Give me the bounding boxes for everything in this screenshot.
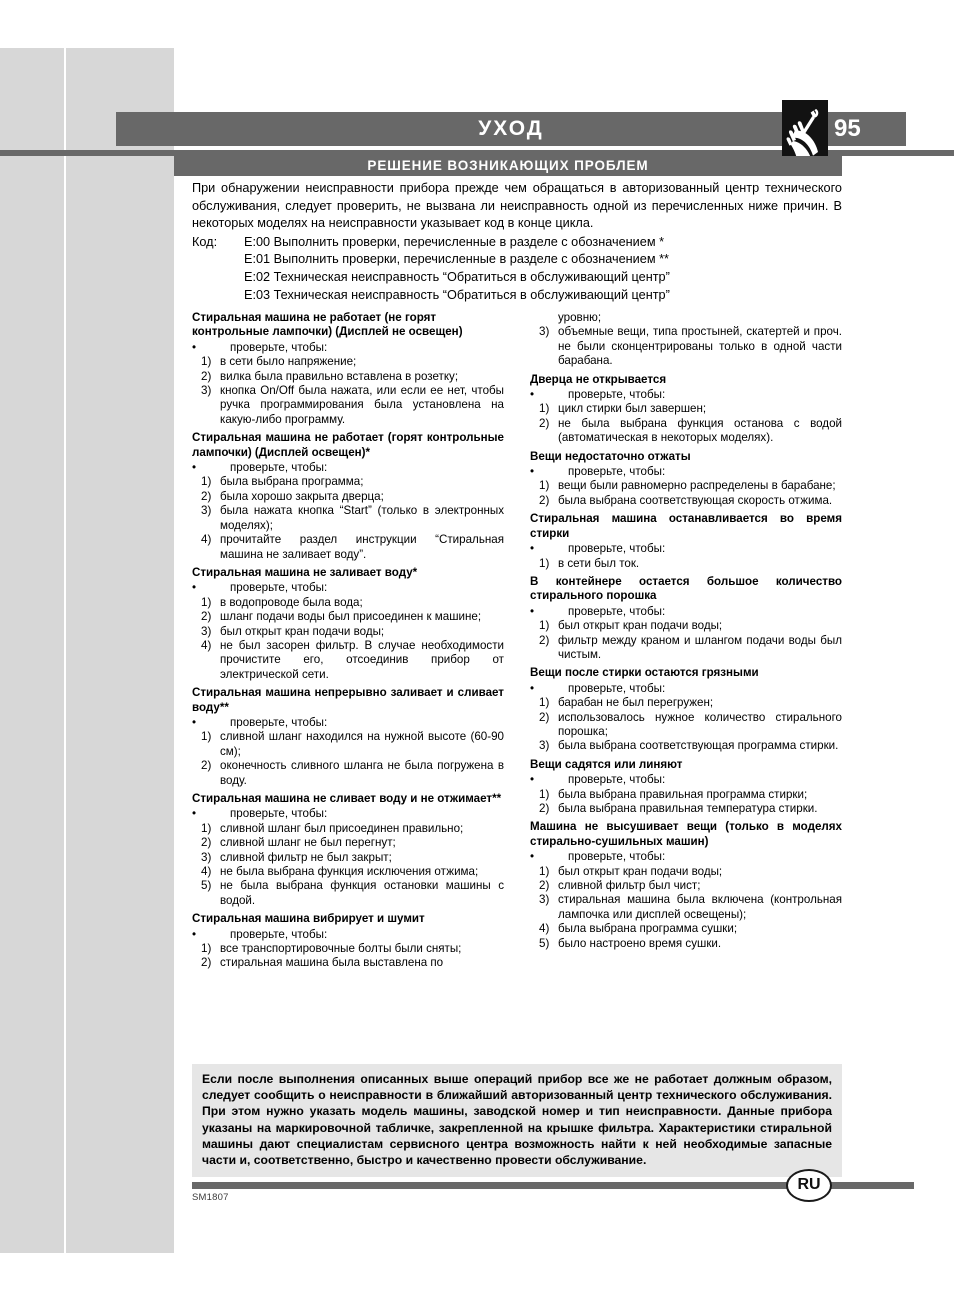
check-prompt-label: проверьте, чтобы: — [230, 581, 328, 595]
check-list-item — [192, 822, 504, 836]
check-list — [530, 479, 842, 508]
check-list-text: стиральная машина была выставлена по — [220, 956, 444, 970]
check-list-text: прочитайте раздел инструкции “Стиральная машина не заливает воду”. — [220, 533, 504, 561]
check-list-number: 3) — [539, 739, 550, 753]
bullet-icon — [192, 716, 230, 730]
check-list-text: была выбрана правильная программа стирки; — [558, 787, 808, 801]
section-heading: Стиральная машина вибрирует и шумит — [192, 912, 425, 926]
check-list-number: 1) — [539, 556, 550, 570]
intro-block — [192, 180, 842, 304]
check-list-number: 2) — [539, 416, 550, 430]
hand-with-wrench-icon — [782, 100, 828, 162]
check-list-text: все транспортировочные болты были сняты; — [220, 942, 462, 956]
check-prompt — [192, 341, 504, 355]
check-list-number: 4) — [201, 533, 212, 547]
check-list-text: была выбрана программа сушки; — [558, 922, 738, 936]
check-list-item — [530, 479, 842, 493]
section-heading: Машина не высушивает вещи (только в моделях стирально-сушильных машин) — [530, 820, 842, 848]
check-list-item — [192, 730, 504, 759]
error-code-item: E:03 Техническая неисправность “Обратиться в обслуживающий центр” — [244, 287, 670, 302]
check-list-text: сливной шланг не был перегнут; — [220, 836, 396, 850]
check-list-item — [530, 788, 842, 802]
check-list-item — [530, 557, 842, 571]
check-list-number: 2) — [201, 956, 212, 970]
check-list — [530, 619, 842, 662]
check-list-text: шланг подачи воды был присоединен к машине; — [220, 610, 482, 624]
check-list-item — [192, 610, 504, 624]
check-prompt — [192, 928, 504, 942]
check-list-number: 2) — [201, 369, 212, 383]
error-code-item: E:00 Выполнить проверки, перечисленные в разделе с обозначением * — [244, 234, 665, 249]
check-list-text: объемные вещи, типа простыней, скатертей и проч. не были сконцентрированы только в одной части барабана. — [558, 325, 842, 368]
check-list-text: в сети был ток. — [558, 556, 640, 570]
bullet-icon — [192, 461, 230, 475]
check-list-item — [192, 625, 504, 639]
section-subtitle: РЕШЕНИЕ ВОЗНИКАЮЩИХ ПРОБЛЕМ — [367, 158, 649, 173]
section-heading: Стиральная машина непрерывно заливает и сливает воду** — [192, 686, 504, 714]
check-list — [530, 865, 842, 951]
check-list-item — [192, 865, 504, 879]
page-title: УХОД — [478, 117, 544, 140]
check-prompt — [530, 682, 842, 696]
check-list-text: вилка была правильно вставлена в розетку; — [220, 369, 459, 383]
check-list-number: 3) — [201, 504, 212, 518]
check-list-item — [192, 370, 504, 384]
check-list-number: 4) — [539, 922, 550, 936]
page-number: 95 — [834, 115, 861, 142]
check-list — [530, 788, 842, 817]
check-list-item — [530, 802, 842, 816]
check-list-number: 1) — [539, 787, 550, 801]
check-list-text: в сети было напряжение; — [220, 355, 357, 369]
check-list-item — [530, 325, 842, 368]
check-list-item — [192, 596, 504, 610]
section-heading: Вещи садятся или линяют — [530, 757, 683, 771]
check-list-text: была выбрана правильная температура стирки. — [558, 802, 818, 815]
check-list-text: использовалось нужное количество стирального порошка; — [558, 710, 842, 738]
check-list — [530, 696, 842, 754]
warning-box — [192, 1064, 842, 1177]
check-list — [192, 822, 504, 908]
check-list-item — [192, 851, 504, 865]
check-prompt — [192, 581, 504, 595]
check-prompt — [530, 388, 842, 402]
check-prompt-label: проверьте, чтобы: — [568, 465, 666, 479]
check-list-text: цикл стирки был завершен; — [558, 402, 707, 416]
check-prompt — [530, 773, 842, 787]
check-list-text: был открыт кран подачи воды; — [558, 619, 723, 633]
bullet-icon — [530, 850, 568, 864]
check-list-number: 1) — [201, 355, 212, 369]
bullet-icon — [530, 605, 568, 619]
check-prompt — [192, 807, 504, 821]
continuation-text: уровню; — [558, 311, 602, 324]
check-prompt-label: проверьте, чтобы: — [568, 850, 666, 864]
check-prompt — [192, 461, 504, 475]
check-list-item — [530, 696, 842, 710]
check-list — [530, 402, 842, 445]
check-list-text: стиральная машина была включена (контрольная лампочка или дисплей освещены); — [558, 893, 842, 921]
check-list-number: 2) — [539, 710, 550, 724]
section-heading: Вещи после стирки остаются грязными — [530, 666, 759, 680]
check-list-text: сливной фильтр был чист; — [558, 879, 701, 893]
check-prompt-label: проверьте, чтобы: — [568, 388, 666, 402]
bullet-icon — [530, 773, 568, 787]
check-list-text: не была выбрана функция исключения отжима; — [220, 865, 479, 879]
bullet-icon — [530, 465, 568, 479]
check-list-number: 2) — [201, 610, 212, 624]
check-list-number: 1) — [201, 821, 212, 835]
check-list — [192, 355, 504, 427]
check-list-item — [192, 533, 504, 562]
bullet-icon — [530, 388, 568, 402]
check-list-item — [530, 402, 842, 416]
check-list-number: 1) — [539, 402, 550, 416]
check-list — [192, 475, 504, 561]
check-list-number: 1) — [539, 479, 550, 493]
check-prompt-label: проверьте, чтобы: — [230, 461, 328, 475]
error-code-label: Код: — [192, 234, 218, 249]
check-list-item — [192, 504, 504, 533]
check-prompt-label: проверьте, чтобы: — [568, 773, 666, 787]
check-list-text: сливной шланг был присоединен правильно; — [220, 821, 464, 835]
check-list-text: не была выбрана функция останова с водой (автоматическая в некоторых моделях). — [558, 416, 842, 445]
check-prompt-label: проверьте, чтобы: — [230, 927, 328, 941]
check-list-number: 3) — [539, 893, 550, 907]
troubleshooting-columns — [192, 311, 844, 1051]
left-margin-block-outer — [0, 48, 64, 1253]
section-heading: Стиральная машина останавливается во время стирки — [530, 512, 842, 540]
check-list-text: была выбрана программа; — [220, 475, 364, 489]
check-list-item — [192, 639, 504, 682]
check-list — [192, 730, 504, 788]
check-list-text: оконечность сливного шланга не была погружена в воду. — [220, 759, 504, 787]
check-list-text: фильтр между краном и шлангом подачи воды был чистым. — [558, 633, 842, 661]
check-list-number: 1) — [539, 864, 550, 878]
check-list-text: не был засорен фильтр. В случае необходимости прочистите его, отсоединив прибор от электрической сети. — [220, 638, 504, 681]
section-heading: Дверца не открывается — [530, 372, 667, 386]
check-list-number: 2) — [539, 879, 550, 893]
check-list-number: 3) — [201, 850, 212, 864]
check-prompt-label: проверьте, чтобы: — [230, 340, 328, 354]
check-list-item — [530, 893, 842, 922]
bullet-icon — [192, 928, 230, 942]
check-list-number: 1) — [201, 942, 212, 956]
left-margin-block-inner — [66, 48, 174, 1253]
check-list-text: был открыт кран подачи воды; — [220, 624, 385, 638]
warning-text: Если после выполнения описанных выше операций прибор все же не работает должным образом, следует сообщить о неисправности в ближайший авторизованный центр технического обслуживания. При этом нужно указать модель машины, заводской номер и тип неисправности. Данные прибора указаны на маркировочной табличке, закрепленной на крышке фильтра. Характеристики стиральной машины дают специалистам сервисного центра возможность найти к ней необходимые запасные части и, соответственно, быстро и качественно провести обслуживание. — [202, 1072, 832, 1168]
check-prompt — [530, 465, 842, 479]
check-list-number: 3) — [201, 624, 212, 638]
check-list-item — [530, 937, 842, 951]
bullet-icon — [530, 682, 568, 696]
check-list-text: была выбрана соответствующая программа стирки. — [558, 739, 839, 753]
check-list-number: 2) — [201, 836, 212, 850]
check-prompt-label: проверьте, чтобы: — [568, 542, 666, 556]
check-list-item — [192, 355, 504, 369]
check-prompt-label: проверьте, чтобы: — [230, 807, 328, 821]
check-list-number: 2) — [539, 633, 550, 647]
check-list-item — [192, 836, 504, 850]
section-heading: Вещи недостаточно отжаты — [530, 449, 691, 463]
check-list-text: в водопроводе была вода; — [220, 595, 363, 609]
check-list-number: 2) — [539, 802, 550, 815]
bullet-icon — [530, 542, 568, 556]
check-list-text: кнопка On/Off была нажата, или если ее нет, чтобы ручка программирования была установлена на какую-либо программу. — [220, 384, 504, 426]
language-badge: RU — [786, 1169, 832, 1202]
check-list-number: 3) — [539, 325, 550, 339]
check-list-number: 2) — [201, 489, 212, 503]
document-code: SM1807 — [192, 1192, 229, 1203]
check-prompt — [530, 605, 842, 619]
check-list-text: была нажата кнопка “Start” (только в электронных моделях); — [220, 504, 504, 532]
check-list-text: была хорошо закрыта дверца; — [220, 489, 384, 503]
check-list-text: была выбрана соответствующая скорость отжима. — [558, 493, 833, 507]
error-code-list — [244, 234, 842, 304]
check-list-number: 5) — [201, 879, 212, 893]
check-prompt-label: проверьте, чтобы: — [568, 604, 666, 618]
check-list-item — [192, 759, 504, 788]
check-list-item — [192, 942, 504, 956]
check-list-item — [192, 879, 504, 908]
section-heading: Стиральная машина не сливает воду и не отжимает** — [192, 792, 502, 805]
check-list-item — [530, 879, 842, 893]
check-list-text: барабан не был перегружен; — [558, 696, 714, 710]
check-list-number: 1) — [539, 619, 550, 633]
check-list-item — [192, 384, 504, 427]
section-heading: Стиральная машина не заливает воду* — [192, 565, 418, 579]
check-list-text: сливной фильтр не был закрыт; — [220, 850, 392, 864]
check-list-number: 1) — [201, 475, 212, 489]
check-list — [192, 596, 504, 682]
check-list-item — [530, 619, 842, 633]
check-prompt — [530, 850, 842, 864]
check-list-number: 1) — [201, 595, 212, 609]
error-code-item: E:01 Выполнить проверки, перечисленные в разделе с обозначением ** — [244, 252, 669, 267]
check-list-text: был открыт кран подачи воды; — [558, 864, 723, 878]
intro-paragraph: При обнаружении неисправности прибора прежде чем обращаться в авторизованный центр технического обслуживания, следует проверить, не вызвана ли неисправность одной из перечисленных ниже причин. В некоторых моделях на неисправности указывает код в конце цикла. — [192, 181, 842, 231]
troubleshooting-column-right — [530, 311, 842, 951]
check-list-item — [192, 490, 504, 504]
check-list — [530, 557, 842, 571]
bullet-icon — [192, 807, 230, 821]
check-list-item — [530, 494, 842, 508]
bullet-icon — [192, 341, 230, 355]
check-list-item — [530, 865, 842, 879]
error-code-block — [192, 234, 842, 304]
continuation-list — [530, 325, 842, 368]
check-list-text: вещи были равномерно распределены в барабане; — [558, 479, 836, 493]
check-list-number: 1) — [539, 696, 550, 710]
check-list-item — [530, 922, 842, 936]
check-list-number: 5) — [539, 936, 550, 950]
check-list-number: 2) — [539, 493, 550, 507]
error-code-item: E:02 Техническая неисправность “Обратиться в обслуживающий центр” — [244, 269, 670, 284]
check-list-item — [192, 956, 504, 970]
section-heading: Стиральная машина не работает (горят контрольные лампочки) (Дисплей освещен)* — [192, 431, 504, 459]
section-heading: В контейнере остается большое количество стирального порошка — [530, 574, 842, 603]
check-list-number: 4) — [201, 865, 212, 879]
check-list-text: не была выбрана функция остановки машины с водой. — [220, 879, 504, 907]
check-list-item — [530, 711, 842, 740]
check-list-number: 1) — [201, 730, 212, 744]
bullet-icon — [192, 581, 230, 595]
check-list — [192, 942, 504, 971]
check-list-number: 4) — [201, 638, 212, 652]
check-list-item — [530, 739, 842, 753]
section-heading: Стиральная машина не работает (не горят контрольные лампочки) (Дисплей не освещен) — [192, 311, 463, 339]
check-prompt-label: проверьте, чтобы: — [230, 715, 328, 729]
check-list-item — [530, 634, 842, 663]
check-list-item — [192, 475, 504, 489]
check-list-item — [530, 417, 842, 446]
check-prompt-label: проверьте, чтобы: — [568, 681, 666, 695]
check-list-text: было настроено время сушки. — [558, 936, 722, 950]
check-list-number: 2) — [201, 759, 212, 773]
check-prompt — [192, 716, 504, 730]
check-prompt — [530, 542, 842, 556]
check-list-number: 3) — [201, 384, 212, 398]
check-list-text: сливной шланг находился на нужной высоте (60-90 см); — [220, 730, 504, 758]
troubleshooting-column-left — [192, 311, 504, 971]
